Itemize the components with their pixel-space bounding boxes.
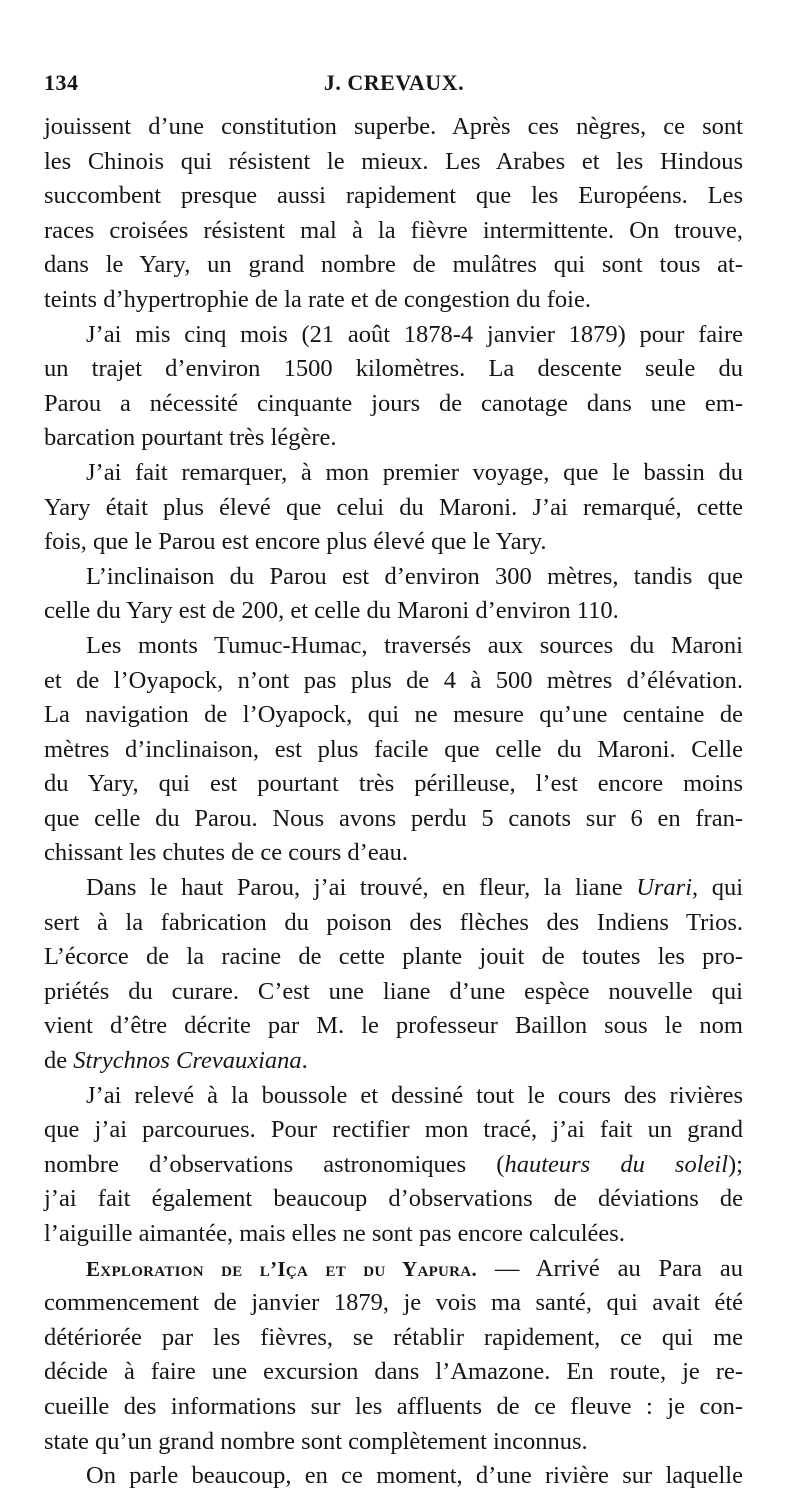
text-fragment: Dans le haut Parou, j’ai trouvé, en fleur, la liane [86,874,637,902]
text-line: mètres d’inclinaison, est plus facile que celle du Maroni. Celle [44,735,743,763]
body-text [44,110,743,1494]
text-line: chissant les chutes de ce cours d’eau. [44,839,408,867]
text-fragment: ); [728,1150,743,1178]
text-line: teints d’hypertrophie de la rate et de congestion du foie. [44,285,591,313]
text-line: du Yary, qui est pourtant très périlleuse, l’est encore moins [44,770,743,798]
text-line: fois, que le Parou est encore plus élevé que le Yary. [44,528,547,556]
text-line: Yary était plus élevé que celui du Maroni. J’ai remarqué, cette [44,493,743,521]
text-line: state qu’un grand nombre sont complètement inconnus. [44,1427,588,1455]
text-line: L’inclinaison du Parou est d’environ 300 mètres, tandis que [86,562,743,590]
text-line [44,1044,743,1079]
text-line: J’ai relevé à la boussole et dessiné tout le cours des rivières [86,1081,743,1109]
text-line: Les monts Tumuc-Humac, traversés aux sources du Maroni [86,631,743,659]
text-fragment: , qui [692,874,743,902]
text-line: cueille des informations sur les affluents de ce fleuve : je con- [44,1392,743,1420]
text-line: succombent presque aussi rapidement que les Européens. Les [44,182,743,210]
text-fragment: nombre d’observations astronomiques ( [44,1150,505,1178]
text-line: La navigation de l’Oyapock, qui ne mesure qu’une centaine de [44,701,743,729]
text-fragment: . [301,1047,308,1075]
section-heading: Exploration de l’Iça et du Yapura. [86,1256,477,1281]
text-line: décide à faire une excursion dans l’Amazone. En route, je re- [44,1358,743,1386]
text-line: J’ai mis cinq mois (21 août 1878-4 janvier 1879) pour faire [86,320,743,348]
text-line: On parle beaucoup, en ce moment, d’une rivière sur laquelle [86,1462,743,1490]
text-line: Parou a nécessité cinquante jours de canotage dans une em- [44,389,743,417]
text-line: vient d’être décrite par M. le professeur Baillon sous le nom [44,1012,743,1040]
text-line: que celle du Parou. Nous avons perdu 5 canots sur 6 en fran- [44,804,743,832]
italic-phrase: hauteurs du soleil [504,1150,729,1178]
species-name: Strychnos Crevauxiana [73,1047,302,1075]
plant-name-urari: Urari [636,874,693,902]
text-line: que j’ai parcourues. Pour rectifier mon tracé, j’ai fait un grand [44,1116,743,1144]
page-number: 134 [44,70,79,95]
text-line [44,1252,743,1287]
text-fragment: de [44,1047,74,1075]
text-line: dans le Yary, un grand nombre de mulâtres qui sont tous at- [44,251,743,279]
text-line: l’aiguille aimantée, mais elles ne sont pas encore calculées. [44,1220,625,1247]
text-line: et de l’Oyapock, n’ont pas plus de 4 à 500 mètres d’élévation. [44,666,743,694]
text-fragment: — Arrivé au Para au [477,1254,743,1282]
text-line: races croisées résistent mal à la fièvre intermittente. On trouve, [44,216,743,244]
text-line: j’ai fait également beaucoup d’observations de déviations de [44,1185,743,1213]
text-line: celle du Yary est de 200, et celle du Maroni d’environ 110. [44,597,619,625]
text-line: L’écorce de la racine de cette plante jouit de toutes les pro- [44,943,743,971]
text-line [44,1148,743,1183]
text-line: priétés du curare. C’est une liane d’une espèce nouvelle qui [44,977,743,1005]
text-line [44,871,743,906]
running-head [44,70,744,100]
text-line: détériorée par les fièvres, se rétablir rapidement, ce qui me [44,1323,743,1351]
text-line: jouissent d’une constitution superbe. Après ces nègres, ce sont [44,113,743,140]
text-line: un trajet d’environ 1500 kilomètres. La descente seule du [44,355,743,383]
text-line: J’ai fait remarquer, à mon premier voyage, que le bassin du [86,458,743,486]
text-line: commencement de janvier 1879, je vois ma santé, qui avait été [44,1289,743,1317]
text-line: les Chinois qui résistent le mieux. Les Arabes et les Hindous [44,147,743,175]
text-line: sert à la fabrication du poison des flèches des Indiens Trios. [44,908,743,936]
running-title: J. CREVAUX. [323,70,465,95]
text-line: barcation pourtant très légère. [44,424,337,452]
